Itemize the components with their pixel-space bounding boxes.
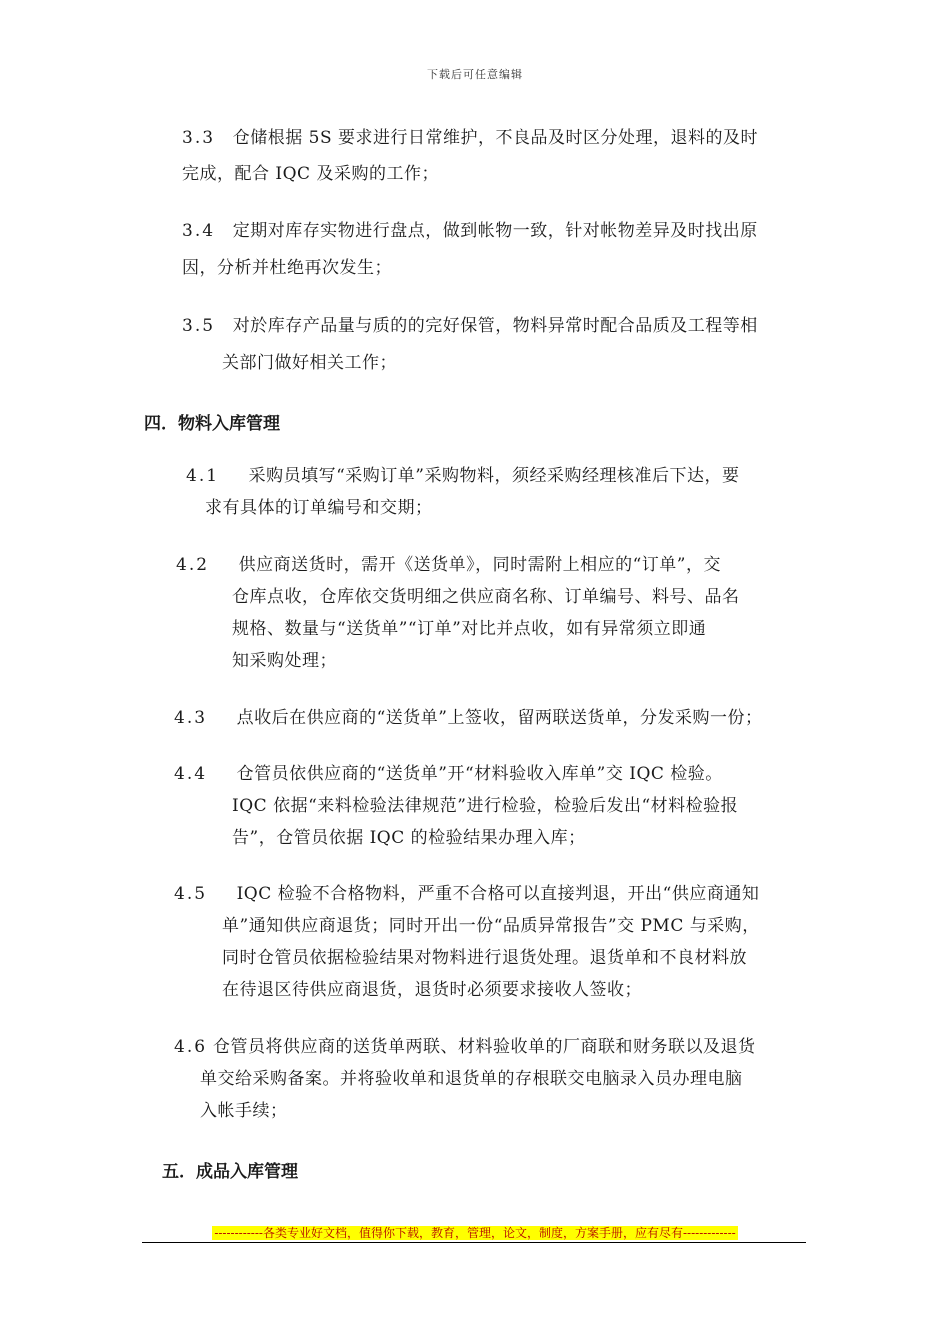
- clause-4-4-line-2: IQC 依据“来料检验法律规范”进行检验，检验后发出“材料检验报: [232, 796, 739, 816]
- clause-4-5-line-4: 在待退区待供应商退货，退货时必须要求接收人签收；: [222, 980, 642, 1000]
- clause-text: 仓储根据 5S 要求进行日常维护，不良品及时区分处理，退料的及时: [232, 128, 759, 148]
- clause-3-3-line-1: [182, 127, 758, 149]
- clause-4-5-line-1: [174, 883, 759, 905]
- clause-4-4-line-3: 告”，仓管员依据 IQC 的检验结果办理入库；: [232, 828, 586, 848]
- section-heading-5: 五．成品入库管理: [162, 1162, 298, 1182]
- clause-3-4-line-1: [182, 220, 758, 242]
- clause-number: 4.1: [186, 466, 220, 486]
- clause-4-6-line-2: 单交给采购备案。并将验收单和退货单的存根联交电脑录入员办理电脑: [200, 1069, 743, 1089]
- clause-3-3-line-2: 完成，配合 IQC 及采购的工作；: [182, 164, 439, 184]
- clause-3-4-line-2: 因，分析并杜绝再次发生；: [182, 258, 392, 278]
- page-header: 下载后可任意编辑: [427, 68, 523, 81]
- clause-4-1-line-2: 求有具体的订单编号和交期；: [205, 498, 433, 518]
- clause-text: 供应商送货时，需开《送货单》，同时需附上相应的“订单”，交: [238, 555, 721, 575]
- footer-divider: [142, 1242, 806, 1243]
- clause-text: IQC 检验不合格物料，严重不合格可以直接判退，开出“供应商通知: [236, 884, 760, 904]
- clause-number: 4.4: [174, 764, 208, 784]
- clause-3-5-line-2: 关部门做好相关工作；: [222, 353, 397, 373]
- clause-number: 3.3: [182, 128, 216, 148]
- clause-text: 对於库存产品量与质的的完好保管，物料异常时配合品质及工程等相: [232, 316, 758, 336]
- clause-4-1-line-1: [186, 465, 739, 487]
- clause-text: 仓管员将供应商的送货单两联、材料验收单的厂商联和财务联以及退货: [212, 1037, 756, 1057]
- clause-4-3-line-1: [174, 707, 762, 729]
- clause-4-2-line-4: 知采购处理；: [232, 651, 337, 671]
- clause-4-4-line-1: [174, 763, 723, 785]
- clause-4-2-line-2: 仓库点收，仓库依交货明细之供应商名称、订单编号、料号、品名: [232, 587, 740, 607]
- section-heading-4: 四．物料入库管理: [144, 414, 280, 434]
- clause-number: 4.5: [174, 884, 208, 904]
- clause-number: 4.6: [174, 1037, 208, 1057]
- clause-4-6-line-3: 入帐手续；: [200, 1101, 288, 1121]
- clause-3-5-line-1: [182, 315, 758, 337]
- clause-text: 采购员填写“采购订单”采购物料，须经采购经理核准后下达，要: [248, 466, 740, 486]
- clause-4-5-line-3: 同时仓管员依据检验结果对物料进行退货处理。退货单和不良材料放: [222, 948, 747, 968]
- clause-4-2-line-1: [176, 554, 721, 576]
- clause-text: 点收后在供应商的“送货单”上签收，留两联送货单，分发采购一份；: [236, 708, 763, 728]
- clause-number: 3.4: [182, 221, 216, 241]
- clause-4-2-line-3: 规格、数量与“送货单”“订单”对比并点收，如有异常须立即通: [232, 619, 707, 639]
- clause-number: 3.5: [182, 316, 216, 336]
- clause-4-6-line-1: [174, 1036, 755, 1058]
- clause-number: 4.3: [174, 708, 208, 728]
- footer-banner-text: ------------各类专业好文档，值得你下载，教育，管理，论文，制度，方案手册，应有尽有-------------: [214, 1226, 736, 1240]
- clause-number: 4.2: [176, 555, 210, 575]
- clause-text: 仓管员依供应商的“送货单”开“材料验收入库单”交 IQC 检验。: [236, 764, 723, 784]
- clause-4-5-line-2: 单”通知供应商退货；同时开出一份“品质异常报告”交 PMC 与采购，: [222, 916, 760, 936]
- footer-banner: [0, 1224, 950, 1241]
- clause-text: 定期对库存实物进行盘点，做到帐物一致，针对帐物差异及时找出原: [232, 221, 758, 241]
